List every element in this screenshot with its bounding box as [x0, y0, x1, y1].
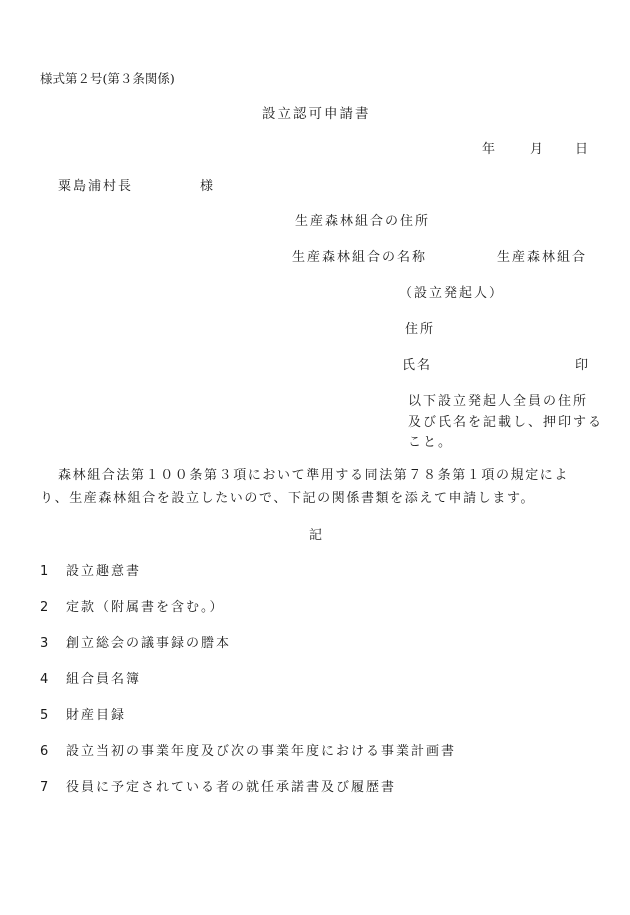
date-year-label: 年	[482, 142, 496, 157]
addressee-honorific: 様	[200, 179, 214, 194]
item-label: 創立総会の議事録の謄本	[66, 636, 232, 651]
item-number: 6	[40, 744, 49, 759]
item-label: 定款（附属書を含む。）	[66, 600, 225, 615]
item-label: 設立当初の事業年度及び次の事業年度における事業計画書	[66, 744, 457, 759]
item-label: 財産目録	[66, 708, 127, 723]
cooperative-name-label: 生産森林組合の名称	[292, 250, 428, 265]
item-label: 組合員名簿	[66, 672, 142, 687]
addressee-name: 粟島浦村長	[58, 179, 134, 194]
promoter-label: （設立発起人）	[399, 286, 505, 301]
item-label: 役員に予定されている者の就任承諾書及び履歴書	[66, 780, 397, 795]
note-line-1: 以下設立発起人全員の住所	[408, 394, 589, 409]
item-number: 5	[40, 708, 49, 723]
promoter-name-label: 氏名	[402, 358, 433, 373]
ki-heading: 記	[309, 528, 323, 543]
item-number: 2	[40, 600, 49, 615]
seal-label: 印	[575, 358, 589, 373]
note-line-3: こと。	[408, 435, 454, 450]
cooperative-name-suffix: 生産森林組合	[497, 250, 588, 265]
item-label: 設立趣意書	[66, 564, 142, 579]
date-month-label: 月	[530, 142, 544, 157]
cooperative-address-label: 生産森林組合の住所	[295, 214, 431, 229]
body-line-1: 森林組合法第１００条第３項において準用する同法第７８条第１項の規定によ	[58, 468, 570, 483]
item-number: 4	[40, 672, 49, 687]
item-number: 7	[40, 780, 49, 795]
date-day-label: 日	[575, 142, 589, 157]
item-number: 3	[40, 636, 49, 651]
note-line-2: 及び氏名を記載し、押印する	[408, 415, 604, 430]
item-number: 1	[40, 564, 49, 579]
promoter-address-label: 住所	[405, 322, 436, 337]
document-title: 設立認可申請書	[262, 106, 371, 122]
body-line-2: り、生産森林組合を設立したいので、下記の関係書類を添えて申請します。	[40, 491, 536, 506]
form-number: 様式第２号(第３条関係)	[40, 71, 175, 86]
